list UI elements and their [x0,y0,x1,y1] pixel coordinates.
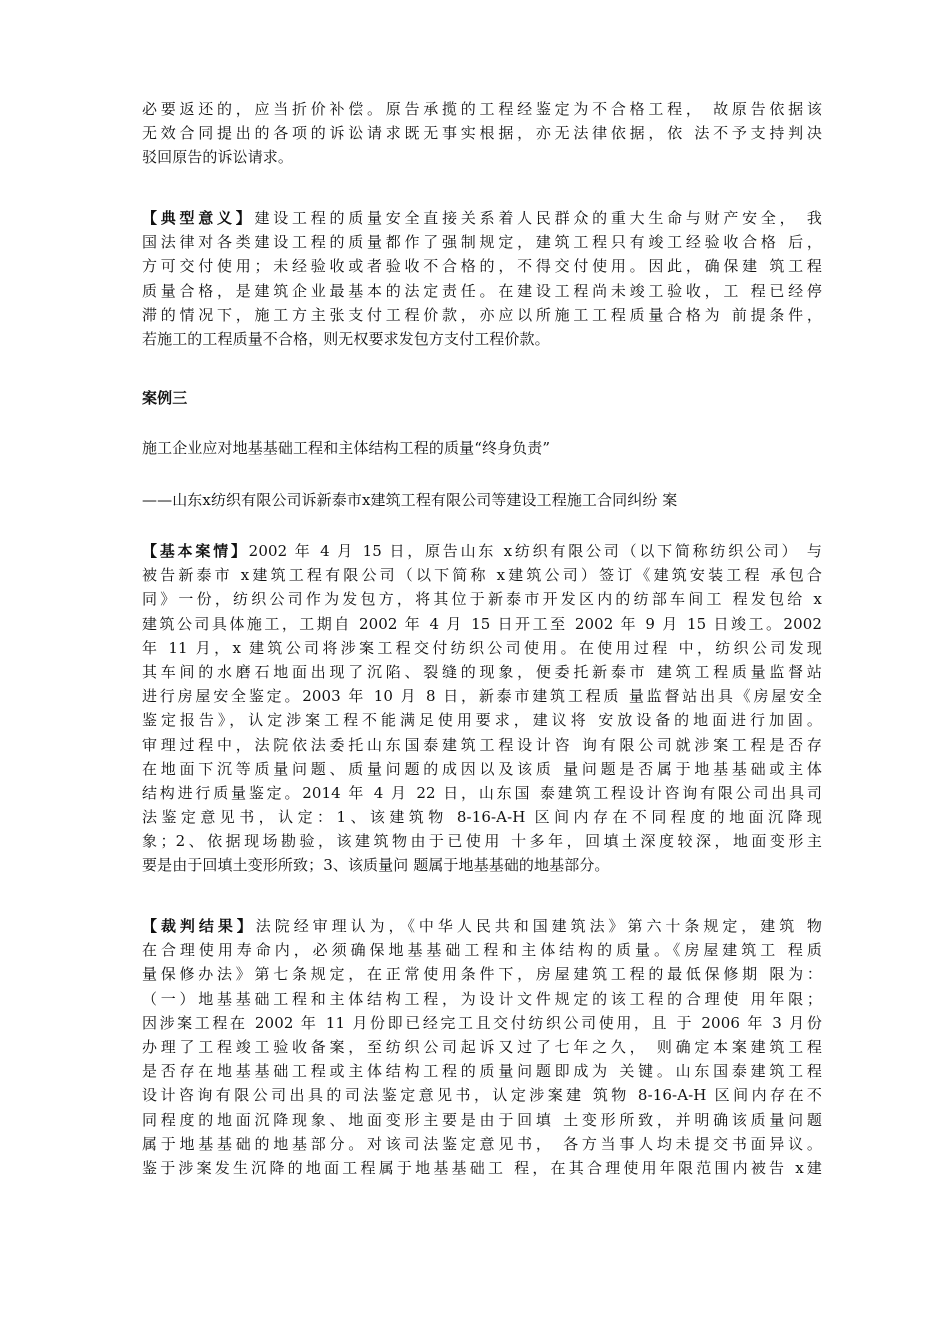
section-label: 【典型意义】 [142,209,255,227]
text-line: 法鉴定意见书，认定：1、该建筑物 8-16-A-H 区间内存在不同程度的地面沉降现 [142,808,822,827]
text-line: 无效合同提出的各项的诉讼请求既无事实根据，亦无法律依据，依 法不予支持判决 [142,124,822,143]
text-line: 要是由于回填土变形所致；3、该质量问 题属于地基基础的地基部分。 [142,856,610,875]
text-line: 【裁判结果】法院经审理认为，《中华人民共和国建筑法》第六十条规定，建筑 物 [142,917,822,935]
text-line: 在合理使用寿命内，必须确保地基基础工程和主体结构的质量。《房屋建筑工 程质 [142,941,822,960]
text-line: 滞的情况下，施工方主张支付工程价款，亦应以所施工工程质量合格为 前提条件， [142,305,822,324]
text-line: 办理了工程竣工验收备案，至纺织公司起诉又过了七年之久， 则确定本案建筑工程 [142,1037,822,1056]
text-line: 同程度的地面沉降现象、地面变形主要是由于回填 土变形所致，并明确该质量问题 [142,1110,822,1129]
text-line: 驳回原告的诉讼请求。 [142,148,294,167]
paragraph-conclusion [142,97,822,170]
text-line: 【典型意义】建设工程的质量安全直接关系着人民群众的重大生命与财产安全， 我 [142,209,822,227]
text-line: 质量合格，是建筑企业最基本的法定责任。在建设工程尚未竣工验收，工 程已经停 [142,281,822,300]
text-line: 年 11 月，x 建筑公司将涉案工程交付纺织公司使用。在使用过程 中，纺织公司发现 [142,638,822,657]
text-line: 因涉案工程在 2002 年 11 月份即已经完工且交付纺织公司使用，且 于 2006 年 3 月份 [142,1013,822,1032]
text-line: 象；2、依据现场勘验，该建筑物由于已使用 十多年，回填土深度较深，地面变形主 [142,832,822,851]
text-line: 进行房屋安全鉴定。2003 年 10 月 8 日，新泰市建筑工程质 量监督站出具《房屋安全 [142,687,822,706]
text-line: 结构进行质量鉴定。2014 年 4 月 22 日，山东国 泰建筑工程设计咨询有限公司出具司 [142,783,822,802]
text-line: 被告新泰市 x建筑工程有限公司（以下简称 x建筑公司）签订《建筑安装工程 承包合 [142,566,822,585]
text-line: 设计咨询有限公司出具的司法鉴定意见书，认定涉案建 筑物 8-16-A-H 区间内存在不 [142,1086,822,1105]
text-line: 必要返还的，应当折价补偿。原告承揽的工程经鉴定为不合格工程， 故原告依据该 [142,100,822,118]
text-line: 国法律对各类建设工程的质量都作了强制规定，建筑工程只有竣工经验收合格 后， [142,233,822,252]
text-line: 其车间的水磨石地面出现了沉陷、裂缝的现象，便委托新泰市 建筑工程质量监督站 [142,662,822,681]
text-line: 审理过程中，法院依法委托山东国泰建筑工程设计咨 询有限公司就涉案工程是否存 [142,735,822,754]
text-line: （一）地基基础工程和主体结构工程，为设计文件规定的该工程的合理使 用年限； [142,989,822,1008]
text-line: 建筑公司具体施工，工期自 2002 年 4 月 15 日开工至 2002 年 9 月 15 日竣工。2002 [142,614,822,633]
case-title: 施工企业应对地基基础工程和主体结构工程的质量“终身负责” [142,439,551,457]
text-line: 鉴定报告》，认定涉案工程不能满足使用要求，建议将 安放设备的地面进行加固。 [142,711,822,730]
text-line: 属于地基基础的地基部分。对该司法鉴定意见书， 各方当事人均未提交书面异议。 [142,1134,822,1153]
text-line: 若施工的工程质量不合格，则无权要求发包方支付工程价款。 [142,329,550,348]
text-line: 【基本案情】2002 年 4 月 15 日，原告山东 x纺织有限公司（以下简称纺织公司） 与 [142,542,822,560]
paragraph-judgment [142,914,822,1180]
section-label: 【基本案情】 [142,542,249,560]
text-line: 鉴于涉案发生沉降的地面工程属于地基基础工 程，在其合理使用年限范围内被告 x建 [142,1158,822,1177]
section-label: 【裁判结果】 [142,917,256,935]
paragraph-basic-facts [142,539,822,878]
text-line: 量保修办法》第七条规定，在正常使用条件下，房屋建筑工程的最低保修期 限为： [142,965,822,984]
text-line: 同》一份，纺织公司作为发包方，将其位于新泰市开发区内的纺部车间工 程发包给 x [142,590,822,609]
text-line: 在地面下沉等质量问题、质量问题的成因以及该质 量问题是否属于地基基础或主体 [142,759,822,778]
paragraph-typical-significance [142,206,822,351]
case-subtitle: ——山东x纺织有限公司诉新泰市x建筑工程有限公司等建设工程施工合同纠纷 案 [142,491,678,509]
text-line: 是否存在地基基础工程或主体结构工程的质量问题即成为 关键。山东国泰建筑工程 [142,1062,822,1081]
case-heading: 案例三 [142,389,188,407]
text-line: 方可交付使用；未经验收或者验收不合格的，不得交付使用。因此，确保建 筑工程 [142,257,822,276]
